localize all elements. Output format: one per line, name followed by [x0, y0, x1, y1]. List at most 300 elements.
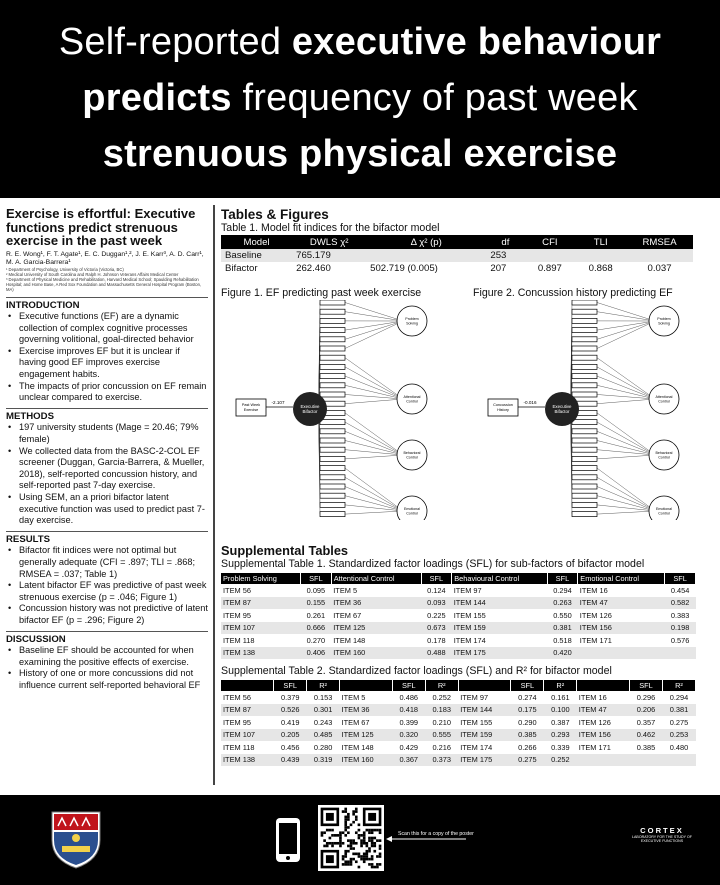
- supplemental-heading: Supplemental Tables: [221, 543, 349, 558]
- item-box: [572, 309, 597, 314]
- table-cell: 262.460: [296, 263, 331, 274]
- list-item: • History of one or more concussions did not influence current self-reported behavioral EF: [6, 668, 208, 691]
- table-cell: 0.555: [425, 729, 458, 742]
- item-box: [320, 429, 345, 434]
- table-cell: 253: [486, 249, 524, 262]
- intro-list: [6, 311, 208, 404]
- table-cell: ITEM 156: [578, 622, 665, 635]
- factor-label: Emotional: [656, 507, 672, 511]
- table-cell: 0.582: [665, 597, 696, 610]
- item-box: [572, 374, 597, 379]
- university-crest-icon: [48, 808, 104, 870]
- path-line: [345, 399, 403, 404]
- figure1-caption: Figure 1. EF predicting past week exercise: [221, 287, 422, 299]
- item-box: [572, 456, 597, 461]
- table-cell: 0.100: [544, 704, 577, 717]
- table-cell: ITEM 159: [458, 729, 511, 742]
- table-cell: 0.373: [425, 754, 458, 767]
- item-box: [320, 493, 345, 498]
- table-cell: ITEM 148: [341, 742, 374, 752]
- table-cell: ITEM 159: [452, 622, 547, 635]
- table-cell: Baseline: [221, 249, 292, 262]
- intro-heading: INTRODUCTION: [6, 297, 208, 312]
- table-cell: 0.387: [551, 717, 570, 727]
- table-cell: ITEM 138: [221, 647, 301, 660]
- table-row: [221, 691, 696, 704]
- path-line: [597, 455, 655, 459]
- item-box: [572, 438, 597, 443]
- figure2-caption: Figure 2. Concussion history predicting EF: [473, 287, 673, 299]
- table-cell: 0.383: [670, 610, 690, 620]
- factor-label: Solving: [406, 321, 418, 326]
- factor-label: Control: [658, 511, 670, 516]
- item-box: [572, 512, 597, 517]
- table-cell: 0.429: [399, 742, 419, 752]
- poster-header: [0, 0, 720, 198]
- factor-label: Problem: [657, 317, 671, 321]
- table-cell: 0.093: [421, 597, 452, 610]
- title-line-1: [0, 22, 720, 62]
- item-box: [572, 493, 597, 498]
- path-line: [345, 358, 403, 399]
- path-line: [597, 413, 655, 455]
- table-row: [221, 634, 696, 647]
- item-box: [320, 475, 345, 480]
- path-line: [345, 303, 403, 322]
- table-cell: 0.381: [547, 622, 578, 635]
- table-cell: 0.210: [432, 717, 451, 727]
- list-item: • Latent bifactor EF was predictive of past week strenuous exercise (p = .046; Figure 1): [6, 580, 208, 603]
- observed-label: Concussion: [493, 403, 513, 407]
- table-cell: [665, 647, 696, 660]
- list-item: • Executive functions (EF) are a dynamic collection of complex cognitive processes governing volitional, goal-directed behavior: [6, 311, 208, 346]
- table-cell: 0.385: [636, 742, 656, 752]
- factor-label: Emotional: [404, 507, 420, 511]
- column-header: SFL: [665, 573, 696, 584]
- table-cell: 0.183: [425, 704, 458, 717]
- table-cell: 0.550: [553, 610, 572, 620]
- column-header: SFL: [301, 573, 332, 584]
- right-column: [221, 207, 716, 275]
- factor-label: Behavioral: [403, 451, 421, 455]
- path-line: [345, 321, 403, 339]
- table-cell: ITEM 171: [579, 635, 612, 645]
- item-box: [572, 328, 597, 333]
- table-cell: ITEM 56: [223, 585, 251, 595]
- lab-logo: CORTEX: [640, 826, 684, 835]
- path-line: [345, 321, 403, 349]
- path-line: [345, 468, 403, 511]
- table1-caption: Table 1. Model fit indices for the bifactor model: [221, 222, 440, 234]
- item-box: [320, 456, 345, 461]
- table-cell: ITEM 125: [340, 729, 393, 742]
- table-cell: [524, 249, 575, 262]
- list-item: • Baseline EF should be accounted for when examining the positive effects of exercise.: [6, 645, 208, 668]
- table-row: [221, 754, 696, 767]
- table-cell: 0.216: [432, 742, 451, 752]
- table-cell: ITEM 125: [331, 622, 421, 635]
- column-header: R²: [307, 680, 340, 691]
- latent-label: Executive: [552, 404, 572, 409]
- table-cell: 0.275: [669, 717, 689, 727]
- column-header: [221, 680, 274, 691]
- list-item: • Concussion history was not predictive of latent bifactor EF (p = .296; Figure 2): [6, 603, 208, 626]
- lab-logo-subtitle: LABORATORY FOR THE STUDY OF EXECUTIVE FUNCTIONS: [632, 835, 692, 843]
- table-cell: 0.155: [301, 597, 332, 610]
- left-column: [6, 207, 208, 692]
- column-header: SFL: [630, 680, 663, 691]
- column-header: CFI: [524, 235, 575, 249]
- table-cell: ITEM 118: [223, 635, 255, 645]
- observed-label: Past Week: [241, 403, 261, 407]
- table-cell: 0.161: [551, 692, 570, 702]
- item-box: [320, 328, 345, 333]
- path-line: [597, 468, 655, 511]
- table-cell: 0.252: [432, 692, 451, 702]
- table-cell: 0.385: [511, 729, 544, 742]
- table-cell: 0.576: [670, 635, 690, 645]
- path-line: [345, 431, 403, 455]
- table-header-row: [221, 680, 696, 691]
- table-cell: 0.301: [307, 704, 340, 717]
- table-cell: ITEM 87: [221, 597, 301, 610]
- table-cell: 0.252: [544, 754, 577, 767]
- item-box: [572, 337, 597, 342]
- table-cell: 0.175: [511, 704, 544, 717]
- path-line: [345, 422, 403, 455]
- title-text: frequency of past week: [231, 77, 638, 119]
- title-bold-text: predicts: [82, 77, 232, 119]
- title-bold-text: executive behaviour: [291, 21, 662, 63]
- item-box: [572, 429, 597, 434]
- path-line: [597, 367, 655, 399]
- item-box: [572, 420, 597, 425]
- item-box: [320, 318, 345, 323]
- table-cell: 0.897: [537, 263, 562, 274]
- column-header: [577, 680, 630, 691]
- table-cell: 0.037: [647, 263, 672, 274]
- table-cell: Bifactor: [225, 263, 258, 274]
- table-cell: 0.462: [630, 729, 663, 742]
- table-cell: 0.274: [518, 692, 537, 702]
- table-cell: ITEM 97: [453, 585, 482, 595]
- table-cell: ITEM 36: [340, 704, 393, 717]
- table-cell: ITEM 47: [577, 704, 630, 717]
- path-line: [345, 455, 403, 459]
- results-heading: RESULTS: [6, 531, 208, 546]
- table-cell: 765.179: [292, 249, 366, 262]
- affiliation: ² Medical University of South Carolina and Ralph H. Johnson Veterans Affairs Medical Center: [6, 271, 179, 277]
- column-header: Problem Solving: [221, 573, 301, 584]
- path-coefficient: -0.016: [523, 400, 537, 405]
- item-box: [572, 502, 597, 507]
- tables-figures-heading: Tables & Figures: [221, 207, 329, 222]
- path-line: [597, 450, 655, 455]
- item-box: [320, 484, 345, 489]
- table-cell: ITEM 5: [333, 585, 358, 595]
- table-row: [221, 622, 696, 635]
- table-cell: 0.243: [313, 717, 333, 727]
- path-line: [597, 496, 655, 511]
- item-box: [572, 447, 597, 452]
- table-cell: 0.666: [301, 622, 332, 635]
- table-cell: 0.673: [421, 622, 452, 635]
- table-cell: ITEM 155: [453, 610, 486, 620]
- table-cell: 0.399: [399, 717, 419, 727]
- path-line: [345, 413, 403, 455]
- path-coefficient: -2.107: [271, 400, 285, 405]
- table-cell: 0.280: [313, 742, 333, 752]
- methods-list: [6, 422, 208, 526]
- list-item: • We collected data from the BASC-2-COL EF screener (Duggan, Garcia-Barrera, & Mueller, 2018), self-reported concussion history, and self-reported past 7-day exercise.: [6, 446, 208, 492]
- table-cell: 0.225: [427, 610, 446, 620]
- factor-label: Solving: [658, 321, 670, 326]
- table-cell: 0.294: [669, 692, 689, 702]
- path-line: [597, 303, 655, 322]
- path-line: [345, 441, 403, 456]
- item-box: [320, 300, 345, 305]
- table-cell: ITEM 155: [460, 717, 493, 727]
- phone-icon: [274, 817, 302, 863]
- list-item: • Exercise improves EF but it is unclear if having good EF improves exercise engagement habits.: [6, 346, 208, 381]
- list-item: • 197 university students (Mage = 20.46; 79% female): [6, 422, 208, 445]
- table-cell: ITEM 148: [333, 635, 366, 645]
- scan-instructions: Scan this for a copy of the poster: [398, 831, 474, 837]
- item-box: [320, 309, 345, 314]
- table-cell: [366, 249, 486, 262]
- table-cell: ITEM 126: [579, 610, 612, 620]
- table-cell: 0.485: [307, 729, 340, 742]
- supplemental-section: [221, 543, 696, 766]
- title-text: Self-reported: [58, 21, 292, 63]
- affiliation: ¹ Department of Psychology, University of Victoria (Victoria, BC): [6, 266, 124, 272]
- table-row: [221, 729, 696, 742]
- table-cell: 207: [490, 263, 507, 274]
- table-cell: 502.719 (0.005): [370, 263, 438, 274]
- table-cell: 0.205: [274, 729, 307, 742]
- table-cell: 0.206: [630, 704, 663, 717]
- title-line-3: [0, 134, 720, 174]
- path-line: [597, 487, 655, 512]
- path-line: [597, 321, 655, 349]
- item-box: [572, 484, 597, 489]
- supp-table2-caption: Supplemental Table 2. Standardized factor loadings (SFL) and R² for bifactor model: [221, 665, 612, 677]
- column-header: df: [486, 235, 524, 249]
- item-box: [320, 355, 345, 360]
- supp-table2: [221, 680, 696, 766]
- figure1-path-diagram: [230, 300, 465, 520]
- table-cell: ITEM 138: [221, 754, 274, 767]
- table-cell: 0.526: [274, 704, 307, 717]
- table-cell: ITEM 118: [223, 742, 255, 752]
- item-box: [572, 300, 597, 305]
- table-cell: 0.480: [669, 742, 689, 752]
- table-row: [221, 741, 696, 754]
- item-box: [320, 337, 345, 342]
- path-line: [345, 496, 403, 511]
- path-line: [597, 358, 655, 399]
- table-cell: [662, 754, 695, 767]
- item-box: [320, 502, 345, 507]
- table-cell: ITEM 171: [578, 742, 611, 752]
- table-row: [221, 609, 696, 622]
- column-header: TLI: [575, 235, 626, 249]
- table-cell: ITEM 95: [223, 717, 251, 727]
- table-cell: ITEM 144: [452, 597, 547, 610]
- table-cell: ITEM 175: [452, 647, 547, 660]
- table-cell: 0.153: [313, 692, 333, 702]
- column-header: RMSEA: [626, 235, 693, 249]
- table-cell: 0.419: [280, 717, 300, 727]
- path-line: [597, 422, 655, 455]
- path-line: [597, 511, 655, 514]
- table-cell: 0.420: [547, 647, 578, 660]
- column-header: SFL: [511, 680, 544, 691]
- table-cell: ITEM 67: [341, 717, 370, 727]
- table-cell: ITEM 56: [223, 692, 251, 702]
- path-line: [345, 450, 403, 455]
- table-row: [221, 597, 696, 610]
- item-box: [320, 392, 345, 397]
- table-cell: 0.266: [518, 742, 537, 752]
- item-box: [320, 420, 345, 425]
- factor-label: Control: [658, 455, 670, 460]
- table-cell: 0.293: [544, 729, 577, 742]
- latent-label: Bifactor: [302, 409, 318, 414]
- factor-label: Attentional: [403, 395, 421, 399]
- authors: R. E. Wong¹, F. T. Agate¹, E. C. Duggan¹,², J. E. Karr³, A. D. Carr¹, M. A. Garcia-Barrera¹: [6, 250, 204, 266]
- item-box: [320, 346, 345, 351]
- item-box: [320, 374, 345, 379]
- poster-footer: [0, 795, 720, 885]
- column-header: Behavioural Control: [452, 573, 547, 584]
- table1: [221, 235, 693, 275]
- table-cell: 0.319: [307, 754, 340, 767]
- table-cell: ITEM 5: [341, 692, 366, 702]
- table-cell: 0.095: [306, 585, 326, 595]
- table-cell: ITEM 160: [340, 754, 393, 767]
- table-cell: 0.367: [392, 754, 425, 767]
- table-cell: 0.486: [399, 692, 419, 702]
- path-line: [345, 367, 403, 399]
- table-cell: 0.294: [553, 585, 572, 595]
- path-line: [597, 441, 655, 456]
- table-header-row: [221, 573, 696, 584]
- table-cell: 0.357: [636, 717, 656, 727]
- table-row: [221, 584, 696, 597]
- table-cell: 0.178: [427, 635, 446, 645]
- column-header: SFL: [392, 680, 425, 691]
- list-item: • Bifactor fit indices were not optimal but generally adequate (CFI = .897; TLI = .868; RMSEA = .037; Table 1): [6, 545, 208, 580]
- factor-label: Problem: [405, 317, 419, 321]
- path-line: [345, 312, 403, 321]
- table-cell: 0.454: [670, 585, 690, 595]
- column-header: Attentional Control: [331, 573, 421, 584]
- methods-heading: METHODS: [6, 408, 208, 423]
- table-cell: 0.868: [588, 263, 613, 274]
- factor-label: Behavioral: [655, 451, 673, 455]
- discussion-heading: DISCUSSION: [6, 631, 208, 646]
- item-box: [572, 364, 597, 369]
- table-cell: 0.198: [665, 622, 696, 635]
- path-line: [597, 321, 655, 339]
- title-bold-text: strenuous physical exercise: [102, 133, 618, 175]
- column-header: SFL: [274, 680, 307, 691]
- item-box: [320, 466, 345, 471]
- item-box: [572, 318, 597, 323]
- list-item: • Using SEM, an a priori bifactor latent executive function was used to predict past 7-day exercise.: [6, 492, 208, 527]
- table-cell: ITEM 16: [578, 692, 607, 702]
- path-line: [597, 431, 655, 455]
- table-cell: ITEM 95: [223, 610, 251, 620]
- factor-label: Attentional: [655, 395, 673, 399]
- table-cell: 0.381: [662, 704, 695, 717]
- item-box: [572, 355, 597, 360]
- table-cell: [626, 249, 693, 262]
- table-header-row: [221, 235, 693, 249]
- table-cell: ITEM 36: [331, 597, 421, 610]
- column-header: SFL: [547, 573, 578, 584]
- table-cell: 0.275: [511, 754, 544, 767]
- table-cell: 0.406: [301, 647, 332, 660]
- qr-code-icon[interactable]: [318, 805, 384, 871]
- results-list: [6, 545, 208, 626]
- path-line: [345, 321, 403, 330]
- item-box: [320, 447, 345, 452]
- table-cell: ITEM 47: [578, 597, 665, 610]
- observed-label: Exercise: [243, 408, 259, 412]
- table-cell: ITEM 16: [579, 585, 608, 595]
- table-row: [221, 647, 696, 660]
- table-cell: 0.320: [392, 729, 425, 742]
- column-header: R²: [544, 680, 577, 691]
- item-box: [320, 364, 345, 369]
- table-cell: ITEM 97: [460, 692, 489, 702]
- table-cell: ITEM 126: [578, 717, 611, 727]
- table-cell: ITEM 67: [333, 610, 362, 620]
- factor-label: Control: [658, 399, 670, 404]
- column-header: [458, 680, 511, 691]
- path-line: [345, 511, 403, 514]
- list-item: • The impacts of prior concussion on EF remain unclear compared to exercise.: [6, 381, 208, 404]
- item-box: [572, 392, 597, 397]
- column-divider: [213, 205, 215, 785]
- column-header: Emotional Control: [578, 573, 665, 584]
- table-cell: 0.296: [636, 692, 656, 702]
- factor-label: Control: [406, 399, 418, 404]
- latent-label: Bifactor: [554, 409, 570, 414]
- column-header: Model: [221, 235, 292, 249]
- column-header: SFL: [421, 573, 452, 584]
- table-cell: ITEM 174: [460, 742, 493, 752]
- item-box: [320, 512, 345, 517]
- table-cell: [630, 754, 663, 767]
- table-row: [221, 249, 693, 262]
- section-title: Exercise is effortful: Executive functions predict strenuous exercise in the past week: [6, 206, 196, 248]
- column-header: R²: [425, 680, 458, 691]
- table-cell: 0.439: [274, 754, 307, 767]
- table-cell: [578, 647, 665, 660]
- table-cell: 0.270: [306, 635, 326, 645]
- affiliation: ³ Department of Physical Medicine and Rehabilitation, Harvard Medical School; Spaulding Rehabilitation Hospital; and Home Base, A Red Sox Foundation and Massachusetts General Hospital Program (Boston, MA): [6, 276, 202, 292]
- column-header: Δ χ² (p): [366, 235, 486, 249]
- path-line: [597, 321, 655, 330]
- table-cell: ITEM 144: [458, 704, 511, 717]
- table-cell: 0.518: [553, 635, 572, 645]
- discussion-list: [6, 645, 208, 691]
- table-cell: ITEM 107: [221, 622, 301, 635]
- path-line: [345, 487, 403, 512]
